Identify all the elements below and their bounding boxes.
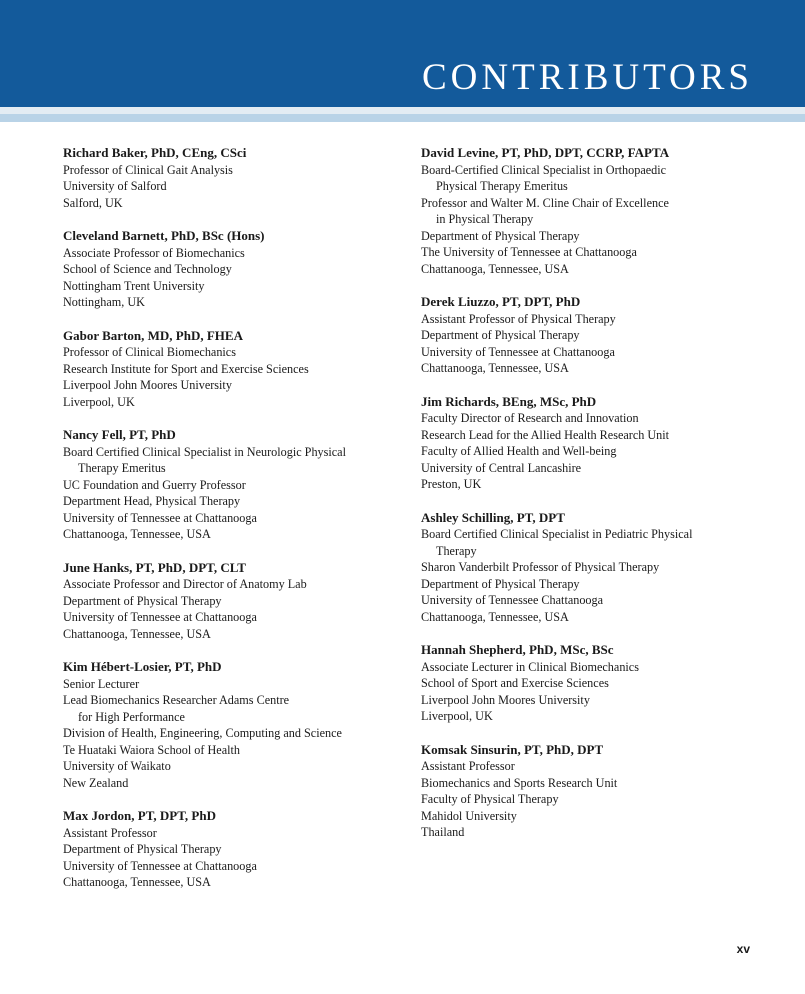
contributor-entry <box>421 510 766 626</box>
contributors-column-right <box>421 145 766 858</box>
contributor-affiliation-line: Liverpool, UK <box>421 709 493 723</box>
contributor-affiliation-line: Division of Health, Engineering, Computing and Science <box>63 726 342 740</box>
header-divider-stripe-light <box>0 114 805 122</box>
contributor-affiliation-line: Mahidol University <box>421 808 517 823</box>
contributor-affiliation-line: University of Waikato <box>63 759 171 773</box>
contributor-affiliation-line: Chattanooga, Tennessee, USA <box>421 609 569 624</box>
contributor-affiliation-line: Faculty of Allied Health and Well-being <box>421 444 617 458</box>
contributor-affiliation-line: UC Foundation and Guerry Professor <box>63 477 246 492</box>
contributor-affiliation-line: Liverpool John Moores University <box>421 692 590 707</box>
contributor-affiliation-line: Research Lead for the Allied Health Research Unit <box>421 427 670 442</box>
contributor-name: Nancy Fell, PT, PhD <box>63 427 176 442</box>
contributor-affiliation-line: Professor and Walter M. Cline Chair of Excellence <box>421 195 669 210</box>
contributor-affiliation-line: Nottingham Trent University <box>63 278 205 293</box>
contributor-name: June Hanks, PT, PhD, DPT, CLT <box>63 559 246 575</box>
contributor-affiliation-line: Assistant Professor <box>421 759 515 773</box>
contributor-affiliation-line: Professor of Clinical Gait Analysis <box>63 162 233 177</box>
contributor-affiliation-line: Liverpool John Moores University <box>63 378 232 392</box>
contributor-entry <box>63 808 408 891</box>
contributor-affiliation-line: Lead Biomechanics Researcher Adams Centre <box>63 693 290 707</box>
contributor-entry <box>421 294 766 377</box>
contributor-affiliation-line: The University of Tennessee at Chattanooga <box>421 245 637 259</box>
contributor-affiliation-line: Faculty of Physical Therapy <box>421 792 559 806</box>
contributor-name: Cleveland Barnett, PhD, BSc (Hons) <box>63 228 265 243</box>
contributor-affiliation-line: University of Salford <box>63 179 167 193</box>
contributor-name: Derek Liuzzo, PT, DPT, PhD <box>421 294 581 309</box>
contributor-affiliation-line: School of Science and Technology <box>63 262 232 276</box>
contributor-affiliation-line: Associate Professor of Biomechanics <box>63 245 245 260</box>
contributor-affiliation-line: University of Tennessee at Chattanooga <box>63 510 257 525</box>
contributor-entry <box>421 145 766 277</box>
contributor-entry <box>63 228 408 311</box>
contributor-affiliation-line: New Zealand <box>63 775 129 790</box>
contributor-affiliation-line: University of Tennessee at Chattanooga <box>63 610 257 624</box>
contributor-affiliation-line: Thailand <box>421 825 465 839</box>
contributors-column-left <box>63 145 408 908</box>
header-divider-stripe <box>0 107 805 114</box>
contributor-affiliation-line: Chattanooga, Tennessee, USA <box>421 361 569 375</box>
contributor-affiliation-line: Nottingham, UK <box>63 295 145 309</box>
contributor-name: Kim Hébert-Losier, PT, PhD <box>63 659 222 674</box>
contributor-affiliation-line: Department Head, Physical Therapy <box>63 494 241 508</box>
page-number: xv <box>736 942 750 956</box>
contributor-affiliation-line: University of Tennessee at Chattanooga <box>421 344 615 359</box>
contributor-entry <box>63 659 408 791</box>
contributor-affiliation-line: Board Certified Clinical Specialist in Neurologic Physical <box>63 444 346 459</box>
contributor-affiliation-line: Therapy Emeritus <box>78 461 166 475</box>
contributor-name: Richard Baker, PhD, CEng, CSci <box>63 145 247 160</box>
contributor-affiliation-line: Assistant Professor <box>63 825 157 840</box>
contributor-affiliation-line: Assistant Professor of Physical Therapy <box>421 311 616 326</box>
contributor-affiliation-line: University of Tennessee Chattanooga <box>421 593 604 607</box>
contributor-affiliation-line: Faculty Director of Research and Innovation <box>421 411 639 425</box>
contributor-entry <box>63 427 408 543</box>
contributor-affiliation-line: Professor of Clinical Biomechanics <box>63 345 236 359</box>
contributor-name: Gabor Barton, MD, PhD, FHEA <box>63 327 243 343</box>
contributor-affiliation-line: Sharon Vanderbilt Professor of Physical Therapy <box>421 560 660 574</box>
contributor-affiliation-line: Chattanooga, Tennessee, USA <box>63 527 211 541</box>
contributor-affiliation-line: Te Huataki Waiora School of Health <box>63 742 240 757</box>
contributor-affiliation-line: Department of Physical Therapy <box>421 228 580 243</box>
contributor-entry <box>421 742 766 841</box>
contributor-affiliation-line: Physical Therapy Emeritus <box>436 179 568 193</box>
contributor-name: Jim Richards, BEng, MSc, PhD <box>421 393 597 409</box>
contributor-affiliation-line: Biomechanics and Sports Research Unit <box>421 775 618 790</box>
contributor-name: Max Jordon, PT, DPT, PhD <box>63 808 216 823</box>
contributor-entry <box>63 328 408 411</box>
contributor-entry <box>63 560 408 643</box>
contributor-affiliation-line: Research Institute for Sport and Exercise Sciences <box>63 361 309 376</box>
contributor-affiliation-line: School of Sport and Exercise Sciences <box>421 676 609 690</box>
contributor-affiliation-line: Senior Lecturer <box>63 676 140 691</box>
contributor-affiliation-line: Chattanooga, Tennessee, USA <box>63 875 211 889</box>
contributor-name: Komsak Sinsurin, PT, PhD, DPT <box>421 741 604 757</box>
contributor-affiliation-line: University of Central Lancashire <box>421 460 582 475</box>
contributor-name: Ashley Schilling, PT, DPT <box>421 509 565 525</box>
contributor-affiliation-line: University of Tennessee at Chattanooga <box>63 858 257 873</box>
contributor-name: Hannah Shepherd, PhD, MSc, BSc <box>421 642 614 657</box>
contributor-affiliation-line: Department of Physical Therapy <box>63 593 222 608</box>
contributor-affiliation-line: Chattanooga, Tennessee, USA <box>421 261 569 276</box>
contributor-affiliation-line: in Physical Therapy <box>436 212 534 226</box>
contributor-affiliation-line: Chattanooga, Tennessee, USA <box>63 626 211 641</box>
contributor-entry <box>421 394 766 493</box>
contributor-affiliation-line: Preston, UK <box>421 477 482 491</box>
contributor-affiliation-line: Liverpool, UK <box>63 394 135 409</box>
contributor-name: David Levine, PT, PhD, DPT, CCRP, FAPTA <box>421 145 670 160</box>
contributor-affiliation-line: Associate Professor and Director of Anatomy Lab <box>63 577 307 591</box>
contributor-entry <box>63 145 408 211</box>
contributor-affiliation-line: Department of Physical Therapy <box>63 842 222 856</box>
page-title: CONTRIBUTORS <box>421 57 753 98</box>
contributor-affiliation-line: Department of Physical Therapy <box>421 576 580 591</box>
header-banner <box>0 0 805 107</box>
contributor-affiliation-line: Department of Physical Therapy <box>421 328 580 342</box>
contributor-entry <box>421 642 766 725</box>
contributor-affiliation-line: Therapy <box>436 543 477 558</box>
contributor-affiliation-line: Board-Certified Clinical Specialist in Orthopaedic <box>421 162 667 177</box>
contributor-affiliation-line: for High Performance <box>78 709 185 724</box>
contributor-affiliation-line: Board Certified Clinical Specialist in Pediatric Physical <box>421 527 693 541</box>
contributor-affiliation-line: Associate Lecturer in Clinical Biomechanics <box>421 659 639 674</box>
contributor-affiliation-line: Salford, UK <box>63 195 123 210</box>
